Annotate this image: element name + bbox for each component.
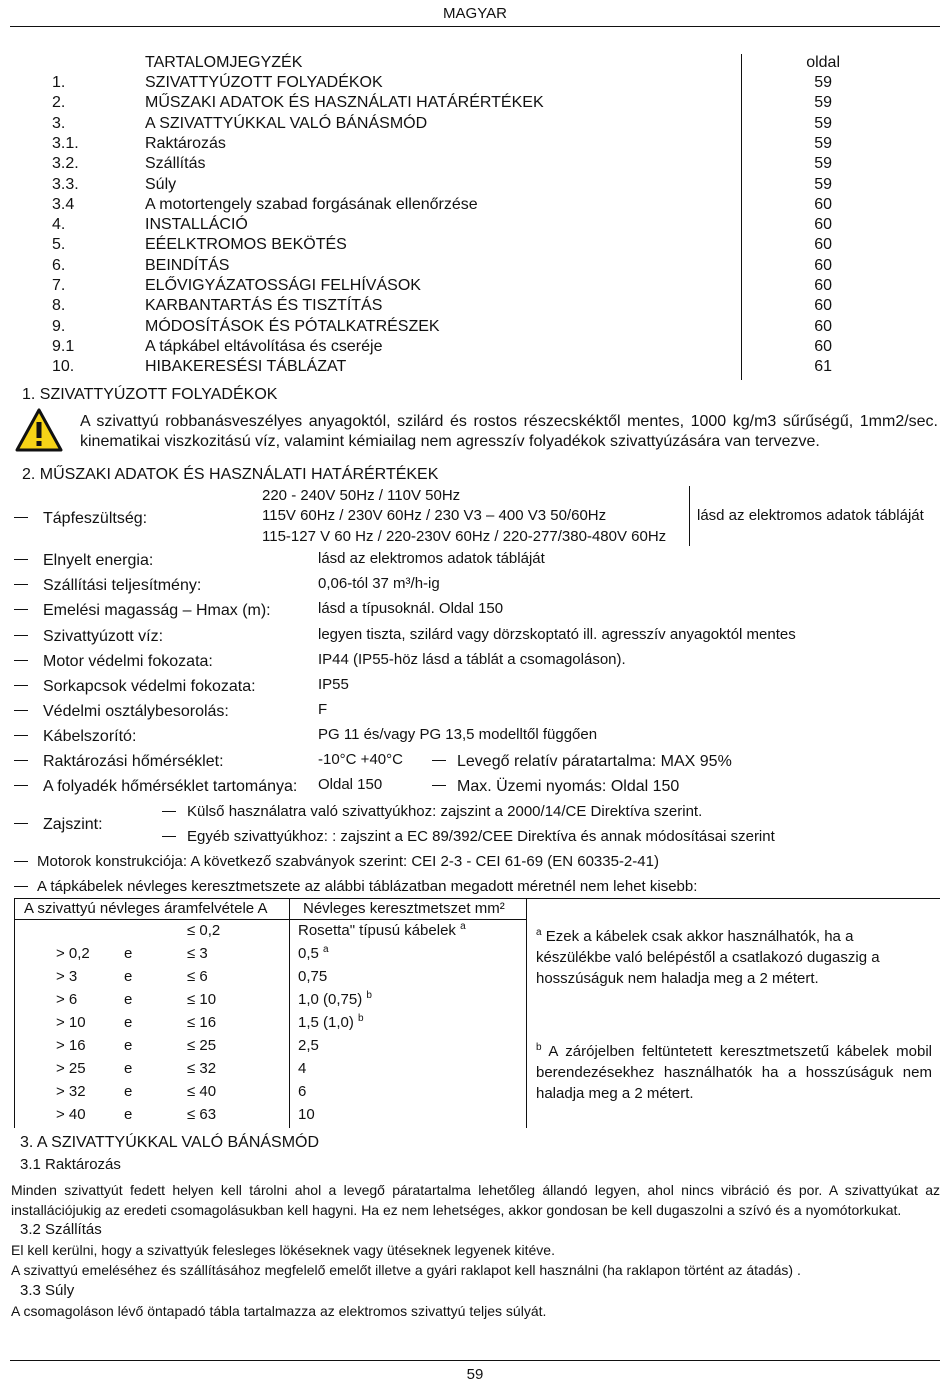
bullet-dash: [432, 760, 446, 761]
storage-temp-value: -10°C +40°C: [318, 751, 403, 768]
section3-2-text: El kell kerülni, hogy a szivattyúk felesleges lökéseknek vagy ütéseknek legyenek kitéve.: [11, 1242, 555, 1258]
header-rule: [10, 26, 940, 27]
bullet-dash: [14, 735, 28, 736]
liquid-temp-value: Oldal 150: [318, 776, 383, 793]
voltage-label: Tápfeszültség:: [43, 510, 148, 527]
bullet-dash: [162, 836, 176, 837]
table-cell-to: ≤ 32: [187, 1060, 217, 1077]
table-cell-value: [298, 991, 372, 1008]
warning-triangle-icon: [14, 407, 64, 458]
toc-item-page: 59: [814, 155, 832, 173]
bullet-dash: [14, 886, 28, 887]
section3-heading: 3. A SZIVATTYÚKKAL VALÓ BÁNÁSMÓD: [20, 1134, 320, 1151]
toc-item-title: MÓDOSÍTÁSOK ÉS PÓTALKATRÉSZEK: [145, 317, 440, 335]
toc-item-page: 60: [814, 277, 832, 294]
storage-temp-label: Raktározási hőmérséklet:: [43, 753, 224, 770]
spec-label: Motor védelmi fokozata:: [43, 652, 213, 670]
section3-1-heading: 3.1 Raktározás: [20, 1156, 121, 1173]
section1-heading: 1. SZIVATTYÚZOTT FOLYADÉKOK: [22, 386, 278, 403]
voltage-line: 115V 60Hz / 230V 60Hz / 230 V3 – 400 V3 50/60Hz: [262, 507, 607, 524]
toc-item-page: 60: [814, 216, 832, 234]
toc-item-number: 10.: [52, 358, 75, 376]
toc-item-title: HIBAKERESÉSI TÁBLÁZAT: [145, 358, 347, 376]
spec-label: Sorkapcsok védelmi fokozata:: [43, 678, 256, 695]
toc-item-title: Raktározás: [145, 134, 226, 152]
toc-divider: [741, 54, 742, 380]
toc-item-number: 3.3.: [52, 175, 79, 193]
page-number: 59: [466, 1366, 484, 1383]
toc-item-number: 4.: [52, 216, 66, 234]
table-cell-from: > 3: [56, 968, 78, 985]
bullet-dash: [162, 811, 176, 812]
table-cell-to: ≤ 63: [187, 1106, 217, 1123]
spec-value: PG 11 és/vagy PG 13,5 modelltől függően: [318, 726, 598, 744]
table-cell-from: > 0,2: [56, 945, 90, 962]
note-b-mark: b: [536, 1042, 542, 1053]
table-cell-value: [298, 1106, 315, 1123]
noise-line: Külső használatra való szivattyúkhoz: zajszint a 2000/14/CE Direktíva szerint.: [187, 803, 703, 820]
toc-item-number: 6.: [52, 256, 66, 274]
table-cell-conj: e: [124, 945, 133, 962]
toc-item-page: 60: [814, 297, 832, 315]
voltage-line: 220 - 240V 50Hz / 110V 50Hz: [262, 487, 461, 504]
table-header-current: A szivattyú névleges áramfelvétele A: [24, 900, 268, 917]
bullet-dash: [432, 785, 446, 786]
bullet-dash: [14, 559, 28, 560]
table-header-section: Névleges keresztmetszet mm²: [303, 900, 505, 917]
table-cell-from: > 32: [56, 1083, 86, 1100]
table-cell-to: ≤ 10: [187, 991, 217, 1008]
toc-page-label: oldal: [806, 54, 840, 71]
table-cell-to: ≤ 40: [187, 1083, 217, 1100]
spec-value: legyen tiszta, szilárd vagy dörzskoptató ill. agresszív anyagoktól mentes: [318, 625, 796, 643]
toc-item-number: 3.: [52, 114, 66, 132]
spec-label: Szivattyúzott víz:: [43, 627, 164, 645]
section3-1-text: Minden szivattyút fedett helyen kell tárolni ahol a levegő páratartalma lehetőleg állandó legyen, ahol nincs vibráció és por. A szivattyúkat az installációjukig az eredeti csomagolásukban kell hagyni. Ha ez nem lehetséges, akkor gondosan be kell dugaszolni a szívó és a nyomótorkukat.: [11, 1182, 940, 1218]
table-top-rule: [14, 898, 940, 899]
table-cell-value-text: Rosetta" típusú kábelek: [298, 922, 456, 939]
toc-item-page: 59: [814, 94, 832, 112]
table-col-divider: [289, 898, 290, 1128]
toc-item-number: 9.1: [52, 337, 75, 355]
table-cell-value: [298, 1083, 306, 1100]
bullet-dash: [14, 517, 28, 518]
toc-item-number: 1.: [52, 74, 66, 91]
section3-3-text: A csomagoláson lévő öntapadó tábla tartalmazza az elektromos szivattyú teljes súlyát.: [11, 1303, 547, 1319]
toc-item-page: 60: [814, 317, 832, 335]
toc-item-page: 59: [814, 74, 832, 91]
bullet-dash: [14, 710, 28, 711]
toc-item-title: INSTALLÁCIÓ: [145, 216, 248, 234]
spec-value: IP44 (IP55-höz lásd a táblát a csomagoláson).: [318, 650, 626, 668]
section3-2-heading: 3.2 Szállítás: [20, 1221, 102, 1238]
bullet-dash: [14, 609, 28, 610]
table-cell-conj: e: [124, 1037, 133, 1054]
toc-item-page: 59: [814, 134, 832, 152]
toc-item-title: MŰSZAKI ADATOK ÉS HASZNÁLATI HATÁRÉRTÉKEK: [145, 94, 544, 112]
table-cell-value: [298, 1060, 306, 1077]
toc-item-page: 59: [814, 175, 832, 193]
table-cell-value-text: 2,5: [298, 1037, 319, 1054]
page-language-header: MAGYAR: [443, 5, 507, 22]
spec-value: lásd a típusoknál. Oldal 150: [318, 600, 504, 618]
toc-item-number: 2.: [52, 94, 66, 112]
spec-label: Védelmi osztálybesorolás:: [43, 703, 229, 721]
table-cell-value-text: 0,5: [298, 945, 319, 962]
bullet-dash: [14, 685, 28, 686]
table-cell-to: ≤ 3: [187, 945, 208, 962]
table-cell-to: ≤ 25: [187, 1037, 217, 1054]
table-header-rule: [14, 919, 526, 920]
table-cell-value-text: 6: [298, 1083, 307, 1100]
max-pressure-value: Max. Üzemi nyomás: Oldal 150: [457, 778, 680, 795]
note-a-text: Ezek a kábelek csak akkor használhatók, ha a készülékbe való belépéstől a csatlakozó dugaszig a hosszúságuk nem haladja meg a 2 métert.: [536, 928, 880, 987]
table-cell-footnote-mark: b: [366, 990, 372, 1001]
table-cell-value: [298, 922, 466, 939]
table-cell-from: > 10: [56, 1014, 86, 1031]
toc-item-number: 5.: [52, 236, 66, 254]
note-a-mark: a: [536, 927, 542, 938]
table-cell-conj: e: [124, 1083, 133, 1100]
voltage-note: lásd az elektromos adatok tábláját: [697, 507, 924, 524]
spec-value: lásd az elektromos adatok tábláját: [318, 550, 545, 567]
voltage-line: 115-127 V 60 Hz / 220-230V 60Hz / 220-277/380-480V 60Hz: [262, 528, 667, 545]
toc-item-title: BEINDÍTÁS: [145, 256, 230, 274]
spec-label: Emelési magasság – Hmax (m):: [43, 602, 271, 620]
section3-3-heading: 3.3 Súly: [20, 1282, 75, 1299]
table-cell-value-text: 1,5 (1,0): [298, 1014, 354, 1031]
table-cell-conj: e: [124, 991, 133, 1008]
bullet-dash: [14, 785, 28, 786]
table-left-border: [14, 898, 15, 1128]
toc-item-number: 3.1.: [52, 134, 79, 152]
liquid-temp-label: A folyadék hőmérséklet tartománya:: [43, 778, 298, 795]
table-cell-conj: e: [124, 1106, 133, 1123]
table-col-divider: [526, 898, 527, 1128]
toc-item-number: 3.4: [52, 195, 75, 213]
noise-label: Zajszint:: [43, 816, 103, 833]
table-note-a: [536, 926, 932, 989]
table-cell-value: [298, 968, 327, 985]
noise-line: Egyéb szivattyúkhoz: : zajszint a EC 89/392/CEE Direktíva és annak módosításai szerint: [187, 828, 775, 845]
toc-item-number: 8.: [52, 297, 66, 315]
toc-item-page: 60: [814, 195, 832, 213]
toc-item-title: EÉELKTROMOS BEKÖTÉS: [145, 236, 347, 254]
table-cell-conj: e: [124, 1014, 133, 1031]
table-note-b: [536, 1041, 932, 1104]
toc-item-title: Szállítás: [145, 155, 206, 173]
motor-construction-text: Motorok konstrukciója: A következő szabványok szerint: CEI 2-3 - CEI 61-69 (EN 60335-2-41): [37, 853, 659, 870]
table-cell-conj: e: [124, 968, 133, 985]
note-b-text: A zárójelben feltüntetett keresztmetszetű kábelek mobil berendezésekhez használhatók ha a hosszúságuk nem haladja meg a 2 métert.: [536, 1043, 933, 1102]
table-cell-value-text: 10: [298, 1106, 315, 1123]
table-cell-value: [298, 1014, 364, 1031]
cable-intro-text: A tápkábelek névleges keresztmetszete az alábbi táblázatban megadott méretnél nem lehet kisebb:: [37, 878, 698, 895]
humidity-value: Levegő relatív páratartalma: MAX 95%: [457, 753, 732, 770]
spec-value: IP55: [318, 676, 349, 693]
spec-label: Kábelszorító:: [43, 728, 137, 746]
table-cell-conj: e: [124, 1060, 133, 1077]
bullet-dash: [14, 660, 28, 661]
spec-label: Szállítási teljesítmény:: [43, 577, 202, 595]
bullet-dash: [14, 823, 28, 824]
toc-item-page: 60: [814, 236, 832, 254]
table-cell-value-text: 1,0 (0,75): [298, 991, 363, 1008]
footer-rule: [10, 1360, 940, 1361]
toc-title: TARTALOMJEGYZÉK: [145, 54, 303, 71]
bullet-dash: [14, 584, 28, 585]
table-cell-footnote-mark: b: [358, 1013, 364, 1024]
table-cell-value: [298, 1037, 319, 1054]
table-cell-value-text: 0,75: [298, 968, 328, 985]
table-cell-value-text: 4: [298, 1060, 307, 1077]
spec-label: Elnyelt energia:: [43, 552, 154, 569]
bullet-dash: [14, 635, 28, 636]
table-cell-to: ≤ 0,2: [187, 922, 221, 939]
table-cell-to: ≤ 16: [187, 1014, 217, 1031]
toc-item-title: A tápkábel eltávolítása és cseréje: [145, 337, 383, 355]
toc-item-page: 61: [814, 358, 832, 376]
section2-heading: 2. MŰSZAKI ADATOK ÉS HASZNÁLATI HATÁRÉRTÉKEK: [22, 466, 439, 483]
toc-item-title: SZIVATTYÚZOTT FOLYADÉKOK: [145, 74, 383, 91]
toc-item-number: 7.: [52, 277, 66, 294]
toc-item-title: A motortengely szabad forgásának ellenőrzése: [145, 195, 478, 213]
toc-item-title: KARBANTARTÁS ÉS TISZTÍTÁS: [145, 297, 383, 315]
table-cell-from: > 25: [56, 1060, 86, 1077]
section1-text: A szivattyú robbanásveszélyes anyagoktól, szilárd és rostos részecskéktől mentes, 1000 kg/m3 sűrűségű, 1mm2/sec. kinematikai viszkozitású víz, valamint kémiailag nem agresszív folyadékok szivattyúzására van tervezve.: [80, 413, 938, 450]
table-cell-footnote-mark: a: [323, 944, 329, 955]
spec-value: 0,06-tól 37 m³/h-ig: [318, 575, 440, 593]
table-cell-value: [298, 945, 329, 962]
table-cell-from: > 6: [56, 991, 78, 1008]
table-cell-to: ≤ 6: [187, 968, 208, 985]
bullet-dash: [14, 760, 28, 761]
toc-item-page: 60: [814, 337, 832, 355]
toc-item-number: 3.2.: [52, 155, 79, 173]
section3-2-text: A szivattyú emeléséhez és szállításához megfelelő emelőt illetve a gyári raklapot kell használni (ha raklapon történt az átadás) .: [11, 1262, 801, 1278]
toc-item-page: 60: [814, 256, 832, 274]
toc-item-title: Súly: [145, 175, 177, 193]
table-cell-footnote-mark: a: [460, 921, 466, 932]
spec-value: F: [318, 701, 328, 719]
bullet-dash: [14, 861, 28, 862]
table-cell-from: > 16: [56, 1037, 86, 1054]
table-cell-from: > 40: [56, 1106, 86, 1123]
voltage-divider: [689, 486, 690, 546]
toc-item-title: ELŐVIGYÁZATOSSÁGI FELHÍVÁSOK: [145, 277, 421, 294]
toc-item-title: A SZIVATTYÚKKAL VALÓ BÁNÁSMÓD: [145, 114, 428, 132]
toc-item-number: 9.: [52, 317, 66, 335]
toc-item-page: 59: [814, 114, 832, 132]
